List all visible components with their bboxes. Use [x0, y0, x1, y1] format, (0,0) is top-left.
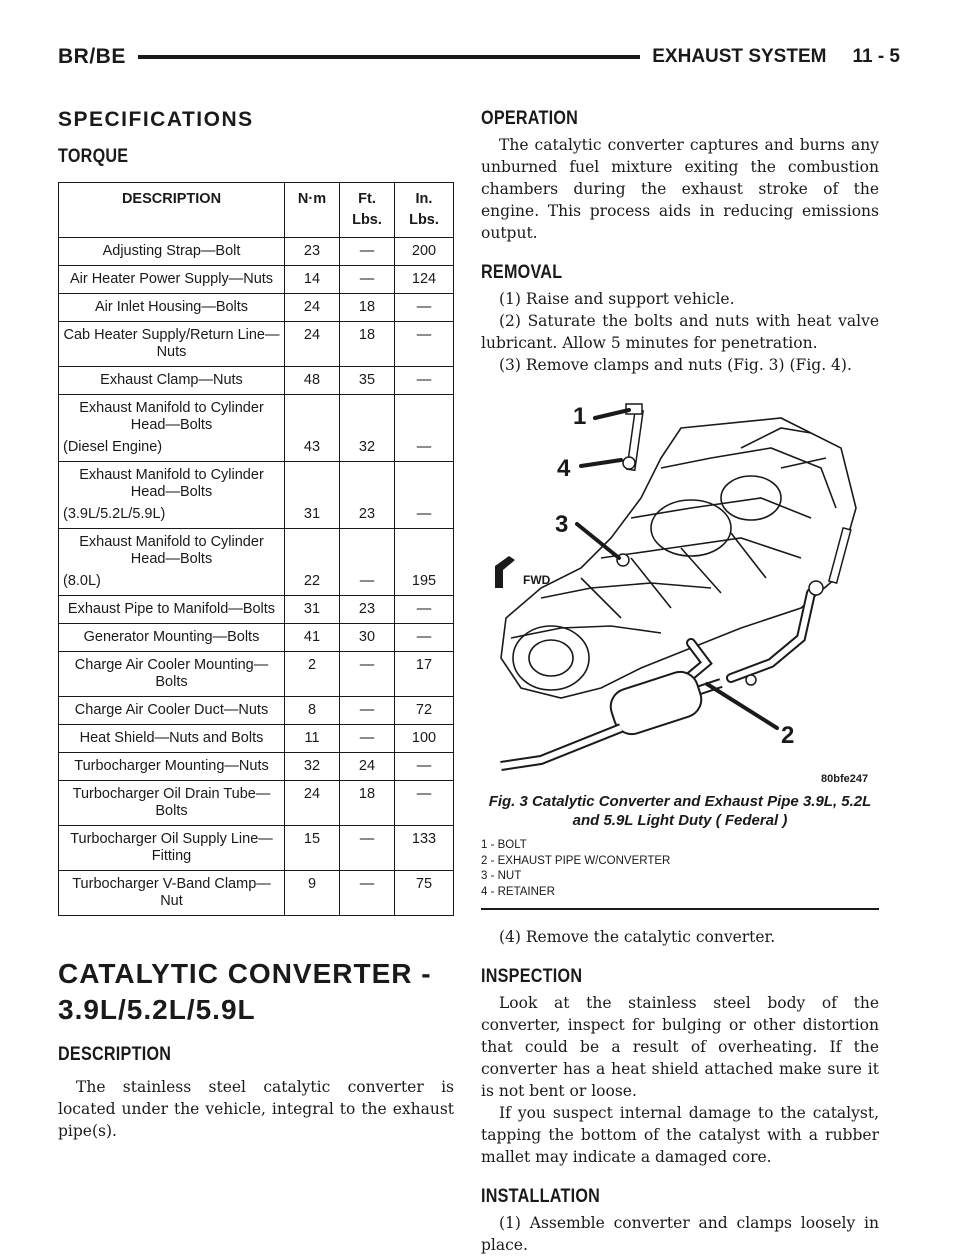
cell-desc: Generator Mounting—Bolts	[59, 624, 285, 652]
cell-nm: 31	[285, 596, 340, 624]
cell-in: —	[395, 462, 454, 529]
cell-desc: Air Inlet Housing—Bolts	[59, 294, 285, 322]
removal-step-3: (3) Remove clamps and nuts (Fig. 3) (Fig. 4).	[499, 356, 852, 374]
removal-heading: REMOVAL	[481, 262, 563, 283]
section-title: EXHAUST SYSTEM	[652, 46, 827, 67]
fwd-label: FWD	[523, 573, 551, 587]
callout-3: 3	[555, 511, 569, 538]
cell-in: —	[395, 624, 454, 652]
header-rule	[138, 55, 640, 59]
figure-legend	[481, 838, 879, 910]
cell-desc: Turbocharger Mounting—Nuts	[59, 753, 285, 781]
table-row	[59, 725, 454, 753]
removal-step-4: (4) Remove the catalytic converter.	[499, 928, 776, 946]
table-row	[59, 781, 454, 826]
cell-variant: (3.9L/5.2L/5.9L)	[63, 506, 166, 522]
cell-ft: —	[340, 652, 395, 697]
cell-ft: 24	[340, 753, 395, 781]
cell-nm: 48	[285, 367, 340, 395]
table-row	[59, 322, 454, 367]
cell-in: —	[395, 367, 454, 395]
exhaust-diagram	[481, 388, 879, 788]
cell-nm: 24	[285, 294, 340, 322]
cell-nm: 24	[285, 322, 340, 367]
cell-nm: 41	[285, 624, 340, 652]
cell-desc: Charge Air Cooler Mounting—Bolts	[59, 652, 285, 697]
cell-nm: 23	[285, 238, 340, 266]
cell-in: —	[395, 294, 454, 322]
cell-ft: 32	[340, 395, 395, 462]
cell-in: 100	[395, 725, 454, 753]
cell-desc: Turbocharger Oil Drain Tube—Bolts	[59, 781, 285, 826]
table-row	[59, 529, 454, 596]
cell-in: —	[395, 753, 454, 781]
table-row	[59, 294, 454, 322]
cell-in: 72	[395, 697, 454, 725]
table-header-row	[59, 183, 454, 238]
page-header	[58, 40, 900, 74]
cell-ft: 18	[340, 781, 395, 826]
table-row	[59, 624, 454, 652]
right-column	[481, 108, 879, 1256]
description-text: The stainless steel catalytic converter is located under the vehicle, integral to the exhaust pipe(s).	[58, 1078, 454, 1140]
cell-in: 133	[395, 826, 454, 871]
cell-ft: 23	[340, 596, 395, 624]
cell-desc: Exhaust Manifold to Cylinder Head—Bolts (8.0L)	[59, 529, 285, 596]
cell-ft: 18	[340, 322, 395, 367]
cell-nm: 11	[285, 725, 340, 753]
description-heading: DESCRIPTION	[58, 1044, 172, 1065]
callout-2: 2	[781, 722, 795, 749]
inspection-heading: INSPECTION	[481, 966, 583, 987]
inspection-text-1: Look at the stainless steel body of the converter, inspect for bulging or other distortion that could be a result of overheating. If the converter has a heat shield attached make sure it is not bent or loose.	[481, 994, 879, 1100]
callout-4: 4	[557, 455, 571, 482]
installation-step-1: (1) Assemble converter and clamps loosely in place.	[481, 1214, 879, 1254]
col-nm: N·m	[285, 183, 340, 238]
cell-desc: Exhaust Manifold to Cylinder Head—Bolts (Diesel Engine)	[59, 395, 285, 462]
cell-ft: —	[340, 697, 395, 725]
fwd-arrow-icon	[495, 556, 551, 588]
cell-desc: Cab Heater Supply/Return Line—Nuts	[59, 322, 285, 367]
cell-desc: Exhaust Manifold to Cylinder Head—Bolts (3.9L/5.2L/5.9L)	[59, 462, 285, 529]
callout-1: 1	[573, 403, 587, 430]
removal-step-1: (1) Raise and support vehicle.	[499, 290, 735, 308]
cell-ft: 18	[340, 294, 395, 322]
cell-in: —	[395, 322, 454, 367]
cell-nm: 31	[285, 462, 340, 529]
cell-in: 17	[395, 652, 454, 697]
cell-nm: 32	[285, 753, 340, 781]
cell-nm: 9	[285, 871, 340, 916]
cell-ft: —	[340, 871, 395, 916]
cell-in: 195	[395, 529, 454, 596]
operation-heading: OPERATION	[481, 108, 579, 129]
table-row	[59, 652, 454, 697]
legend-item: 2 - EXHAUST PIPE W/CONVERTER	[481, 854, 671, 867]
legend-item: 4 - RETAINER	[481, 885, 555, 898]
cell-nm: 14	[285, 266, 340, 294]
table-row	[59, 367, 454, 395]
col-ft-lbs: Ft. Lbs.	[340, 183, 395, 238]
header-right	[652, 46, 900, 68]
cell-desc: Exhaust Pipe to Manifold—Bolts	[59, 596, 285, 624]
table-row	[59, 826, 454, 871]
cell-desc: Turbocharger Oil Supply Line—Fitting	[59, 826, 285, 871]
cell-desc: Adjusting Strap—Bolt	[59, 238, 285, 266]
table-row	[59, 753, 454, 781]
cell-variant: (Diesel Engine)	[63, 439, 163, 455]
removal-step-2: (2) Saturate the bolts and nuts with heat valve lubricant. Allow 5 minutes for penetration.	[481, 312, 879, 352]
figure-3-illustration	[481, 388, 879, 788]
cell-desc: Exhaust Clamp—Nuts	[59, 367, 285, 395]
cell-in: —	[395, 395, 454, 462]
legend-item: 1 - BOLT	[481, 839, 527, 851]
cell-in: 75	[395, 871, 454, 916]
cell-desc: Turbocharger V-Band Clamp—Nut	[59, 871, 285, 916]
cell-ft: —	[340, 725, 395, 753]
legend-item: 3 - NUT	[481, 870, 522, 882]
table-row	[59, 238, 454, 266]
col-in-lbs: In. Lbs.	[395, 183, 454, 238]
cell-desc: Heat Shield—Nuts and Bolts	[59, 725, 285, 753]
installation-heading: INSTALLATION	[481, 1186, 601, 1207]
cell-ft: —	[340, 238, 395, 266]
cell-ft: 30	[340, 624, 395, 652]
col-description: DESCRIPTION	[59, 183, 285, 238]
operation-text: The catalytic converter captures and burns any unburned fuel mixture exiting the combustion chambers during the exhaust stroke of the engine. This process aids in reducing emissions output.	[481, 136, 879, 242]
page-number: 11 - 5	[852, 46, 900, 67]
specifications-heading: SPECIFICATIONS	[58, 108, 254, 131]
cell-ft: 23	[340, 462, 395, 529]
torque-heading: TORQUE	[58, 146, 129, 167]
cell-in: —	[395, 781, 454, 826]
table-row	[59, 266, 454, 294]
cell-in: 200	[395, 238, 454, 266]
manual-code: BR/BE	[58, 45, 126, 68]
cell-desc: Charge Air Cooler Duct—Nuts	[59, 697, 285, 725]
left-column	[58, 108, 454, 1142]
cell-in: 124	[395, 266, 454, 294]
table-row	[59, 462, 454, 529]
catalytic-converter-heading: CATALYTIC CONVERTER - 3.9L/5.2L/5.9L	[58, 958, 432, 1025]
torque-table	[58, 182, 454, 916]
cell-ft: —	[340, 266, 395, 294]
cell-in: —	[395, 596, 454, 624]
cell-nm: 22	[285, 529, 340, 596]
cell-desc: Air Heater Power Supply—Nuts	[59, 266, 285, 294]
cell-variant: (8.0L)	[63, 573, 101, 589]
table-row	[59, 871, 454, 916]
figure-code: 80bfe247	[821, 773, 869, 785]
cell-ft: —	[340, 826, 395, 871]
cell-ft: —	[340, 529, 395, 596]
inspection-text-2: If you suspect internal damage to the catalyst, tapping the bottom of the catalyst with a rubber mallet may indicate a damaged core.	[481, 1104, 879, 1166]
figure-caption: Fig. 3 Catalytic Converter and Exhaust Pipe 3.9L, 5.2L and 5.9L Light Duty ( Federal )	[488, 793, 872, 829]
cell-nm: 15	[285, 826, 340, 871]
cell-nm: 24	[285, 781, 340, 826]
cell-nm: 2	[285, 652, 340, 697]
table-row	[59, 697, 454, 725]
cell-nm: 8	[285, 697, 340, 725]
table-row	[59, 395, 454, 462]
table-row	[59, 596, 454, 624]
cell-nm: 43	[285, 395, 340, 462]
cell-ft: 35	[340, 367, 395, 395]
